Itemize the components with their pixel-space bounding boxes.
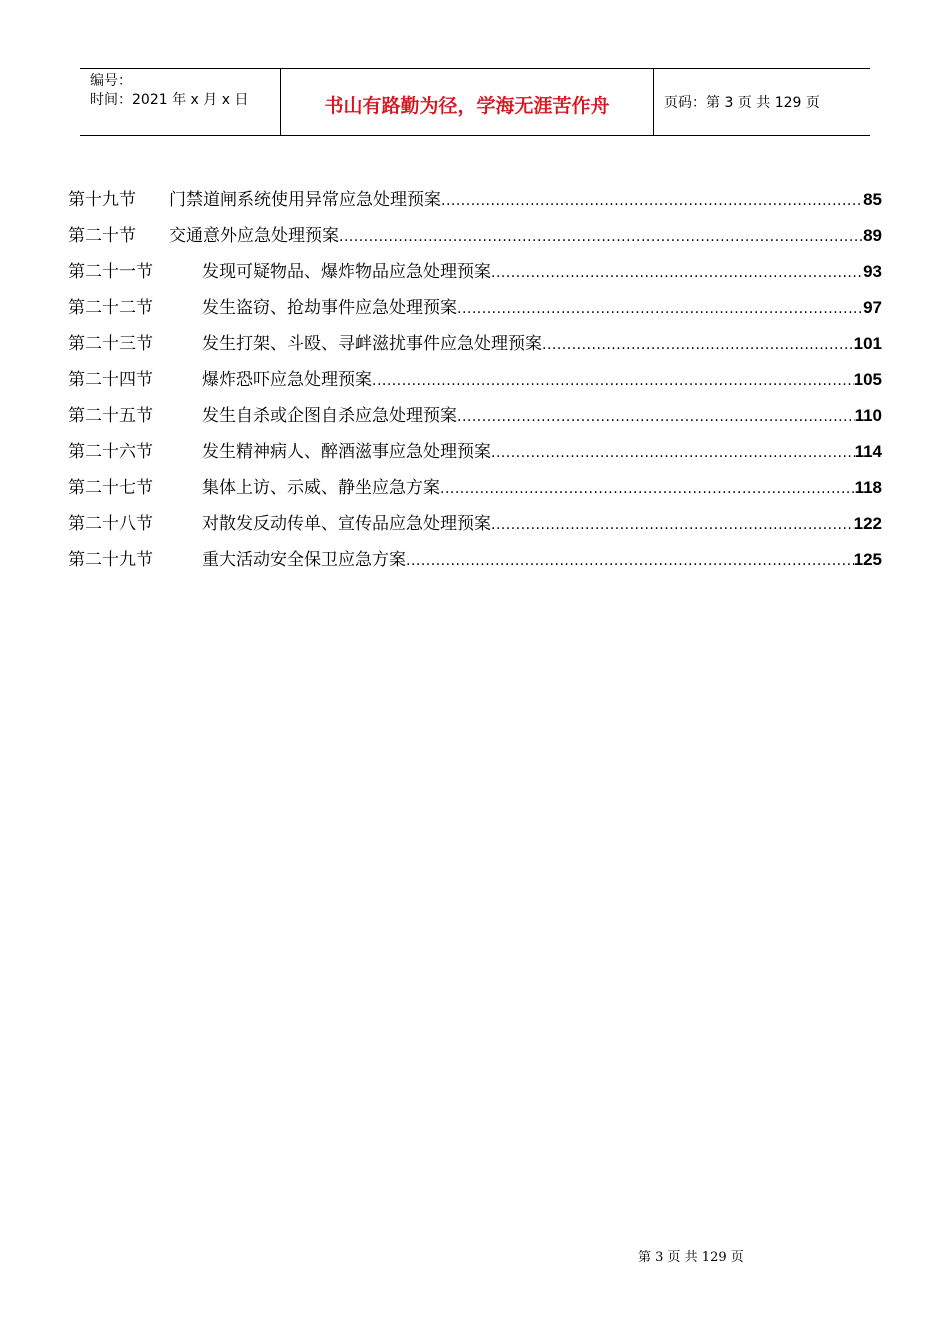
toc-entry[interactable] <box>68 509 882 545</box>
toc-title: 集体上访、示威、静坐应急方案 <box>202 478 440 498</box>
toc-entry[interactable] <box>68 257 882 293</box>
toc-entry[interactable] <box>68 365 882 401</box>
toc-title: 发生精神病人、醉酒滋事应急处理预案 <box>202 442 491 462</box>
toc-section-number: 第二十六节 <box>68 442 153 462</box>
toc-leader <box>339 229 863 245</box>
toc-page-number: 110 <box>854 406 882 425</box>
header-page-info: 页码：第 3 页 共 129 页 <box>664 95 820 111</box>
toc-leader <box>441 193 863 209</box>
toc-leader <box>491 517 854 533</box>
toc-title: 发生自杀或企图自杀应急处理预案 <box>202 406 457 426</box>
toc-page-number: 125 <box>853 550 882 569</box>
toc-section-number: 第二十二节 <box>68 298 153 318</box>
toc-title: 重大活动安全保卫应急方案 <box>202 550 406 570</box>
toc-section-number: 第二十七节 <box>68 478 153 498</box>
document-date: 时间：2021 年 x 月 x 日 <box>90 92 249 108</box>
toc-page-number: 114 <box>854 442 882 461</box>
toc-leader <box>457 409 855 425</box>
toc-section-number: 第二十五节 <box>68 406 153 426</box>
toc-section-number: 第二十节 <box>68 226 136 246</box>
header-motto: 书山有路勤为径，学海无涯苦作舟 <box>281 69 654 135</box>
toc-leader <box>491 265 863 281</box>
toc-section-number: 第十九节 <box>68 190 136 210</box>
toc-entry[interactable] <box>68 545 882 581</box>
toc-section-number: 第二十八节 <box>68 514 153 534</box>
header-meta <box>80 69 281 135</box>
page-header <box>80 68 870 136</box>
footer-page-number: 第 3 页 共 129 页 <box>638 1250 744 1265</box>
toc-title: 发生打架、斗殴、寻衅滋扰事件应急处理预案 <box>202 334 542 354</box>
toc-entry[interactable] <box>68 221 882 257</box>
toc-entry[interactable] <box>68 473 882 509</box>
toc-section-number: 第二十四节 <box>68 370 153 390</box>
toc-section-number: 第二十一节 <box>68 262 153 282</box>
toc-title: 门禁道闸系统使用异常应急处理预案 <box>169 190 441 210</box>
toc-title: 发现可疑物品、爆炸物品应急处理预案 <box>202 262 491 282</box>
table-of-contents <box>68 185 882 581</box>
toc-page-number: 122 <box>853 514 882 533</box>
toc-page-number: 85 <box>863 190 882 209</box>
toc-leader <box>406 553 854 569</box>
toc-title: 发生盗窃、抢劫事件应急处理预案 <box>202 298 457 318</box>
toc-leader <box>542 337 854 353</box>
toc-entry[interactable] <box>68 329 882 365</box>
toc-entry[interactable] <box>68 293 882 329</box>
toc-leader <box>491 445 855 461</box>
toc-page-number: 97 <box>863 298 882 317</box>
document-number-label: 编号： <box>90 73 132 89</box>
toc-section-number: 第二十三节 <box>68 334 153 354</box>
toc-title: 交通意外应急处理预案 <box>169 226 339 246</box>
toc-page-number: 105 <box>853 370 882 389</box>
toc-title: 对散发反动传单、宣传品应急处理预案 <box>202 514 491 534</box>
toc-section-number: 第二十九节 <box>68 550 153 570</box>
toc-leader <box>372 373 854 389</box>
toc-leader <box>457 301 863 317</box>
toc-page-number: 118 <box>854 478 882 497</box>
toc-entry[interactable] <box>68 437 882 473</box>
toc-leader <box>440 481 855 497</box>
toc-entry[interactable] <box>68 401 882 437</box>
toc-entry[interactable] <box>68 185 882 221</box>
toc-page-number: 93 <box>863 262 882 281</box>
toc-page-number: 101 <box>853 334 882 353</box>
toc-title: 爆炸恐吓应急处理预案 <box>202 370 372 390</box>
toc-page-number: 89 <box>863 226 882 245</box>
